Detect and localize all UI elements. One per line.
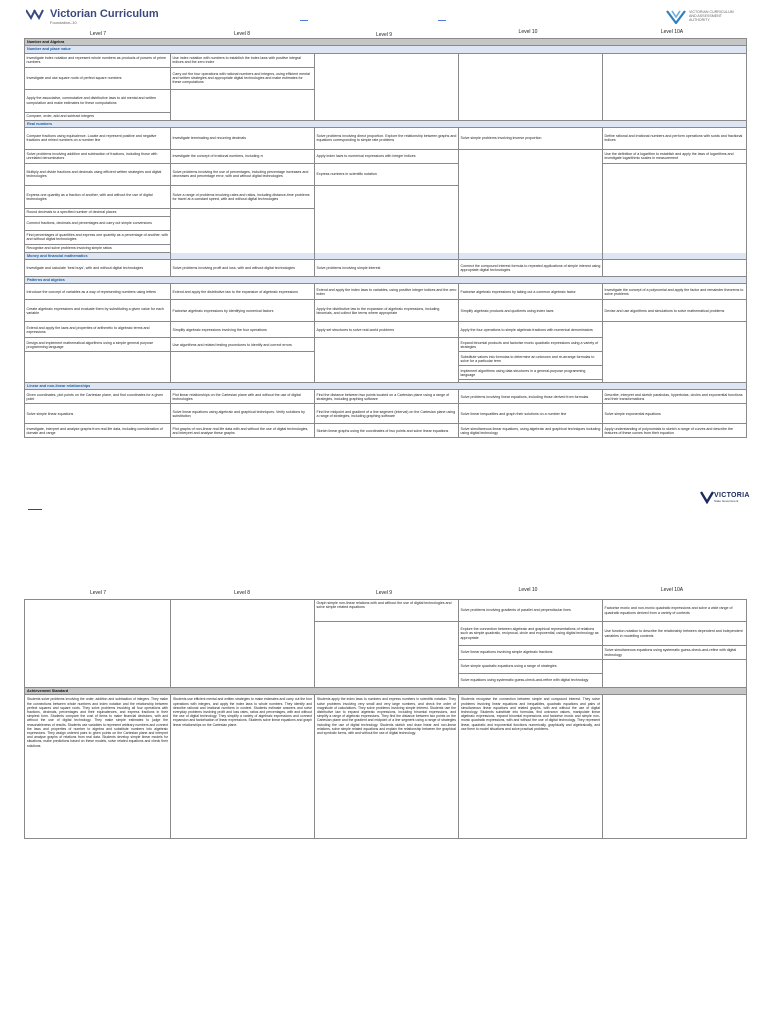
content-descriptor: Devise and use algorithms and simulations to solve mathematical problems xyxy=(603,300,747,322)
level-10a-heading: Level 10A xyxy=(660,29,684,35)
content-descriptor: Solve simultaneous equations using systematic guess-check-and-refine with digital technology xyxy=(603,646,747,660)
content-descriptor: Solve simple quadratic equations using a range of strategies xyxy=(459,660,603,674)
content-descriptor: Connect the compound interest formula to repeated applications of simple interest using appropriate digital technologies xyxy=(459,260,603,277)
content-descriptor: Plot linear relationships on the Cartesian plane with and without the use of digital technologies xyxy=(171,390,315,404)
brand-subtitle: Foundation–10 xyxy=(50,20,77,25)
content-descriptor: Find the distance between two points located on a Cartesian plane using a range of strategies, including graphing software xyxy=(315,390,459,404)
content-descriptor: Find the midpoint and gradient of a line segment (interval) on the Cartesian plane using a range of strategies, including graphing software xyxy=(315,404,459,424)
victorian-curriculum-logo xyxy=(26,7,159,25)
content-descriptor: Solve problems involving the use of percentages, including percentage increases and decreases and percentage error, with and without digital technologies xyxy=(171,163,315,185)
level-7-heading: Level 7 xyxy=(89,590,107,596)
vcaa-mark-icon xyxy=(666,10,686,24)
content-descriptor: Solve linear equations involving simple algebraic fractions xyxy=(459,646,603,660)
content-descriptor: Use index notation with numbers to establish the index laws with positive integral indices and the zero index xyxy=(171,53,315,67)
content-descriptor: Solve simultaneous linear equations, using algebraic and graphical techniques including using digital technology xyxy=(459,424,603,438)
content-descriptor: Express one quantity as a fraction of another, with and without the use of digital technologies xyxy=(25,185,171,208)
content-descriptor: Solve problems involving gradients of parallel and perpendicular lines xyxy=(459,600,603,622)
achievement-standard-level-9: Students apply the index laws to numbers and express numbers in scientific notation. They solve problems involving very small and very large numbers, and check the order of magnitude of calculations. They solve problems involving simple interest. Students use the distributive law to expand algebraic expressions, including binomial expressions, and simplify a range of algebraic expressions. They find the distance between two points on the Cartesian plane and the gradient and midpoint of a line segment using a range of strategies including the use of digital technology. Students sketch and draw linear and non-linear relations, solve simple related equations and explain the relationship between the graphical and symbolic forms, with and without the use of digital technology. xyxy=(315,695,459,839)
content-descriptor: Solve simple linear equations xyxy=(25,404,171,424)
content-descriptor: Explore the connection between algebraic and graphical representations of relations such as simple quadratic, reciprocal, circle and exponential, using digital technology as appropriate xyxy=(459,622,603,646)
content-descriptor: Simplify algebraic products and quotients using index laws xyxy=(459,300,603,322)
empty-cell xyxy=(171,600,315,688)
content-descriptor: Investigate, interpret and analyse graphs from real life data, including consideration of domain and range xyxy=(25,424,171,438)
content-descriptor: Round decimals to a specified number of decimal places xyxy=(25,208,171,216)
content-descriptor: Plot graphs of non-linear real life data with and without the use of digital technologies, and interpret and analyse these graphs xyxy=(171,424,315,438)
level-header-row xyxy=(24,584,746,596)
empty-cell xyxy=(459,149,603,259)
content-descriptor: Compare, order, add and subtract integers xyxy=(25,112,171,120)
content-descriptor: Define rational and irrational numbers and perform operations with surds and fractional indices xyxy=(603,127,747,149)
empty-cell xyxy=(603,322,747,383)
empty-cell xyxy=(459,53,603,120)
content-descriptor: Carry out the four operations with rational numbers and integers, using efficient mental and written strategies and appropriate digital technologies and make estimates for these computations xyxy=(171,67,315,89)
content-descriptor: Describe, interpret and sketch parabolas, hyperbolas, circles and exponential functions and their transformations xyxy=(603,390,747,404)
empty-cell xyxy=(171,352,315,383)
content-descriptor: Solve simple problems involving inverse proportion xyxy=(459,127,603,149)
empty-cell xyxy=(315,53,459,120)
header-divider xyxy=(300,20,308,21)
content-descriptor: Investigate and use square roots of perfect square numbers xyxy=(25,67,171,89)
level-8-heading: Level 8 xyxy=(233,590,251,596)
empty-cell xyxy=(25,600,171,688)
header-divider xyxy=(438,20,446,21)
content-descriptor: Sketch linear graphs using the coordinates of two points and solve linear equations xyxy=(315,424,459,438)
content-descriptor: Solve problems involving profit and loss, with and without digital technologies xyxy=(171,260,315,277)
empty-cell xyxy=(603,260,747,277)
achievement-standard-level-7: Students solve problems involving the order, addition and subtraction of integers. They make the connections between whole numbers and index notation and the relationship between perfect squares and square roots. They solve problems involving all four operations with fractions, decimals, percentages and their equivalences, and express fractions in their simplest form. Students compare the cost of items to make financial decisions, with and without the use of digital technology. They make simple estimates to judge the reasonableness of results. Students use variables to represent arbitrary numbers and connect the laws and properties of number to algebra and substitute numbers into algebraic expressions. They assign ordered pairs to given points on the Cartesian plane and interpret and analyse graphs of relations from real data. Students develop simple linear models for situations, make predictions based on these models, solve related equations and check their solutions. xyxy=(25,695,171,839)
content-descriptor: Simplify algebraic expressions involving the four operations xyxy=(171,322,315,338)
level-10a-heading: Level 10A xyxy=(660,587,684,593)
victoria-wordmark: VICTORIA xyxy=(714,491,750,499)
content-descriptor: Extend and apply the laws and properties of arithmetic to algebraic terms and expressions xyxy=(25,322,171,338)
content-descriptor: Extend and apply the index laws to variables, using positive integer indices and the zero index xyxy=(315,284,459,300)
empty-cell xyxy=(315,185,459,259)
content-descriptor: Apply the distributive law to the expansion of algebraic expressions, including binomials, and collect like terms where appropriate xyxy=(315,300,459,322)
content-descriptor: Solve linear equations using algebraic and graphical techniques. Verify solutions by substitution xyxy=(171,404,315,424)
content-descriptor: Create algebraic expressions and evaluate them by substituting a given value for each variable xyxy=(25,300,171,322)
content-descriptor: Factorise algebraic expressions by taking out a common algebraic factor xyxy=(459,284,603,300)
content-descriptor: Factorise algebraic expressions by identifying numerical factors xyxy=(171,300,315,322)
authority-name: VICTORIAN CURRICULUM AND ASSESSMENT AUTHORITY xyxy=(689,10,734,23)
substrand-heading: Number and place value xyxy=(25,46,747,53)
empty-cell xyxy=(603,53,747,120)
content-descriptor: Investigate index notation and represent whole numbers as products of powers of prime numbers xyxy=(25,53,171,67)
content-descriptor: Compare fractions using equivalence. Locate and represent positive and negative fractions and mixed numbers on a number line xyxy=(25,127,171,149)
content-descriptor: Expand binomial products and factorise monic quadratic expressions using a variety of strategies xyxy=(459,338,603,352)
victoria-state-government-logo xyxy=(700,490,750,504)
substrand-heading: Linear and non-linear relationships xyxy=(25,383,747,390)
empty-cell xyxy=(603,660,747,688)
content-descriptor: Investigate the concept of a polynomial and apply the factor and remainder theorems to solve problems xyxy=(603,284,747,300)
content-descriptor: Recognise and solve problems involving simple ratios xyxy=(25,244,171,252)
content-descriptor: Use the definition of a logarithm to establish and apply the laws of logarithms and investigate logarithmic scales in measurement xyxy=(603,149,747,163)
content-descriptor: Apply index laws to numerical expressions with integer indices xyxy=(315,149,459,163)
achievement-standard-level-8: Students use efficient mental and written strategies to make estimates and carry out the four operations with integers, and apply the index laws to whole numbers. They identify and describe rational and irrational numbers in context. Students estimate answers and solve everyday problems involving profit and loss rates, ratios and percentages, with and without the use of digital technology. They simplify a variety of algebraic expressions and connect expansion and factorisation of linear expressions. Students solve linear equations and graph linear relationships on the Cartesian plane. xyxy=(171,695,315,839)
content-descriptor: Solve linear inequalities and graph their solutions on a number line xyxy=(459,404,603,424)
content-descriptor: Design and implement mathematical algorithms using a simple general purpose programming language xyxy=(25,338,171,352)
substrand-heading: Money and financial mathematics xyxy=(25,252,747,259)
content-descriptor: Solve problems involving direct proportion. Explore the relationship between graphs and equations corresponding to simple rate problems xyxy=(315,127,459,149)
content-descriptor: Given coordinates, plot points on the Cartesian plane, and find coordinates for a given point xyxy=(25,390,171,404)
curriculum-table-page-2 xyxy=(24,599,747,839)
empty-cell xyxy=(315,622,459,688)
level-10-heading: Level 10 xyxy=(518,29,538,35)
content-descriptor: Introduce the concept of variables as a way of representing numbers using letters xyxy=(25,284,171,300)
content-descriptor: Extend and apply the distributive law to the expansion of algebraic expressions xyxy=(171,284,315,300)
content-descriptor: Graph simple non-linear relations with and without the use of digital technologies and solve simple related equations xyxy=(315,600,459,622)
content-descriptor: Connect fractions, decimals and percentages and carry out simple conversions xyxy=(25,216,171,230)
content-descriptor: Multiply and divide fractions and decimals using efficient written strategies and digital technologies xyxy=(25,163,171,185)
empty-cell xyxy=(171,89,315,120)
content-descriptor: Use algorithms and related testing procedures to identify and correct errors xyxy=(171,338,315,352)
victoria-mark-icon xyxy=(700,490,714,504)
content-descriptor: Solve a range of problems involving rates and ratios, including distance-time problems for travel at a constant speed, with and without digital technologies xyxy=(171,185,315,208)
content-descriptor: Investigate terminating and recurring decimals xyxy=(171,127,315,149)
achievement-standard-level-10: Students recognise the connection between simple and compound interest. They solve problems involving linear equations and inequalities, quadratic equations and pairs of simultaneous linear equations and related graphs, with and without the use of digital technology. Students substitute into formulas, find unknown values, manipulate linear algebraic expressions, expand binomial expressions and factorise monic and simple non-monic quadratic expressions, with and without the use of digital technology. They represent linear, quadratic and exponential functions numerically, graphically and algebraically, and use them to model situations and solve practical problems. xyxy=(459,695,603,839)
state-government-label: State Government xyxy=(714,498,739,503)
level-8-heading: Level 8 xyxy=(233,31,251,37)
brand-name: Victorian Curriculum xyxy=(50,7,159,20)
content-descriptor: Investigate the concept of irrational numbers, including π xyxy=(171,149,315,163)
empty-cell xyxy=(25,352,171,383)
content-descriptor: Express numbers in scientific notation xyxy=(315,163,459,185)
content-descriptor: Factorise monic and non-monic quadratic expressions and solve a wide range of quadratic equations derived from a variety of contexts xyxy=(603,600,747,622)
empty-cell xyxy=(603,695,747,839)
content-descriptor: Apply the four operations to simple algebraic fractions with numerical denominators xyxy=(459,322,603,338)
content-descriptor: Investigate and calculate 'best buys', with and without digital technologies xyxy=(25,260,171,277)
level-10-heading: Level 10 xyxy=(518,587,538,593)
content-descriptor: Solve problems involving simple interest xyxy=(315,260,459,277)
substrand-heading: Patterns and algebra xyxy=(25,277,747,284)
document-page-2 xyxy=(0,552,768,852)
empty-cell xyxy=(315,338,459,383)
content-descriptor: Apply set structures to solve real-world problems xyxy=(315,322,459,338)
content-descriptor: Apply understanding of polynomials to sketch a range of curves and describe the features of these curves from their equation xyxy=(603,424,747,438)
content-descriptor: Apply the associative, commutative and distributive laws to aid mental and written computation and make estimates for these computations xyxy=(25,89,171,112)
content-descriptor: Find percentages of quantities and express one quantity as a percentage of another, with and without digital technologies xyxy=(25,230,171,244)
content-descriptor: Use function notation to describe the relationship between dependent and independent variables in modelling contexts xyxy=(603,622,747,646)
content-descriptor: Solve problems involving linear equations, including those derived from formulas xyxy=(459,390,603,404)
level-9-heading: Level 9 xyxy=(375,32,393,38)
level-9-heading: Level 9 xyxy=(375,590,393,596)
content-descriptor: Implement algorithms using data structures in a general-purpose programming language xyxy=(459,366,603,380)
content-descriptor: Solve equations using systematic guess-check-and-refine with digital technology xyxy=(459,674,603,688)
achievement-standard-heading: Achievement Standard xyxy=(25,688,747,695)
vcaa-logo xyxy=(666,10,739,24)
chevron-logo-icon xyxy=(26,8,46,20)
footer-divider xyxy=(28,509,42,510)
curriculum-table-page-1 xyxy=(24,38,747,438)
level-7-heading: Level 7 xyxy=(89,31,107,37)
empty-cell xyxy=(603,163,747,259)
content-descriptor: Solve simple exponential equations xyxy=(603,404,747,424)
content-descriptor: Substitute values into formulas to determine an unknown and re-arrange formulas to solve for a particular term xyxy=(459,352,603,366)
strand-heading: Number and Algebra xyxy=(25,39,747,46)
content-descriptor: Solve problems involving addition and subtraction of fractions, including those with unrelated denominators xyxy=(25,149,171,163)
substrand-heading: Real numbers xyxy=(25,120,747,127)
